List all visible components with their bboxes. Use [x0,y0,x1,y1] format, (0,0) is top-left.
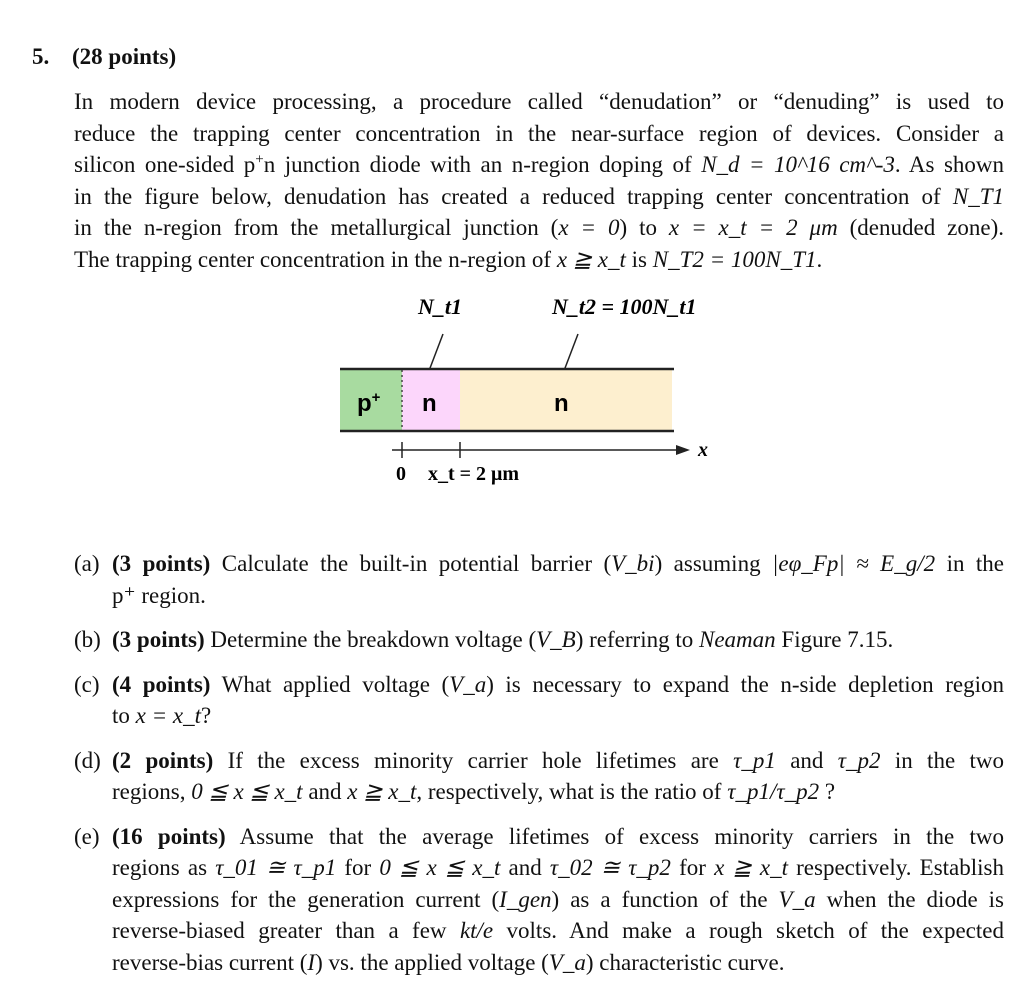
label-nt2: N_t2 = 100N_t1 [552,294,697,319]
intro-line-4: in the figure below, denudation has created a reduced trapping center concentration of N_T1 [74,183,1004,209]
intro-line-2: reduce the trapping center concentration in the near-surface region of devices. Consider a [74,120,1004,146]
intro-line-6: The trapping center concentration in the n-region of x ≧ x_t is N_T2 = 100N_T1. [74,246,823,272]
label-nt1: N_t1 [418,294,462,319]
region-n1-label: n [422,390,437,417]
region-p-label: p+ [357,389,381,417]
problem-points: (28 points) [72,44,177,69]
question-e: (e) (16 points) Assume that the average lifetimes of excess minority carriers in the two regions as τ_01 ≅ τ_p1 for 0 ≦ x ≦ x_t and τ_02 ≅ τ_p2 for x ≧ x_t respectively. Establish expressions for the generation current (I_gen) as a function of the V_a when the diode is reverse-biased greater than a few kt/e volts. And make a rough sketch of the expected reverse-bias current (I) vs. the applied voltage (V_a) characteristic curve. [74,821,1004,979]
question-label: (b) [74,627,101,652]
intro-line-3: silicon one-sided p+n junction diode with an n-region doping of N_d = 10^16 cm^-3. As shown [74,151,1005,177]
intro-line-5: in the n-region from the metallurgical junction (x = 0) to x = x_t = 2 μm (denuded zone). [74,215,1004,240]
problem-heading [32,44,176,70]
region-n2-label: n [554,390,569,417]
question-label: (c) [74,671,100,697]
x-axis-arrow [676,445,690,455]
intro-paragraph [74,86,1004,275]
intro-line-1: In modern device processing, a procedure called “denudation” or “denuding” is used to [74,89,1004,114]
denuded-zone-figure [330,290,730,500]
question-c: (c) (4 points) What applied voltage (V_a) is necessary to expand the n-side depletion region to x = x_t? [74,669,1004,732]
x-axis-label: x [698,439,708,461]
tick-zero-label: 0 [396,463,406,485]
question-a: (a) (3 points) Calculate the built-in potential barrier (V_bi) assuming |eφ_Fp| ≈ E_g/2 in the p⁺ region. [74,548,1004,611]
question-d: (d) (2 points) If the excess minority carrier hole lifetimes are τ_p1 and τ_p2 in the two regions, 0 ≦ x ≦ x_t and x ≧ x_t, respectively, what is the ratio of τ_p1/τ_p2 ? [74,745,1004,808]
tick-xt-label: x_t = 2 μm [428,463,520,485]
question-b: (b) (3 points) Determine the breakdown voltage (V_B) referring to Neaman Figure 7.15. [74,624,1004,656]
questions-list [74,548,1004,991]
question-label: (d) [74,747,101,773]
doping-math: N_d = 10^16 cm^-3 [701,152,895,177]
question-label: (e) [74,823,100,849]
question-label: (a) [74,551,100,576]
problem-number: 5. [32,44,50,69]
